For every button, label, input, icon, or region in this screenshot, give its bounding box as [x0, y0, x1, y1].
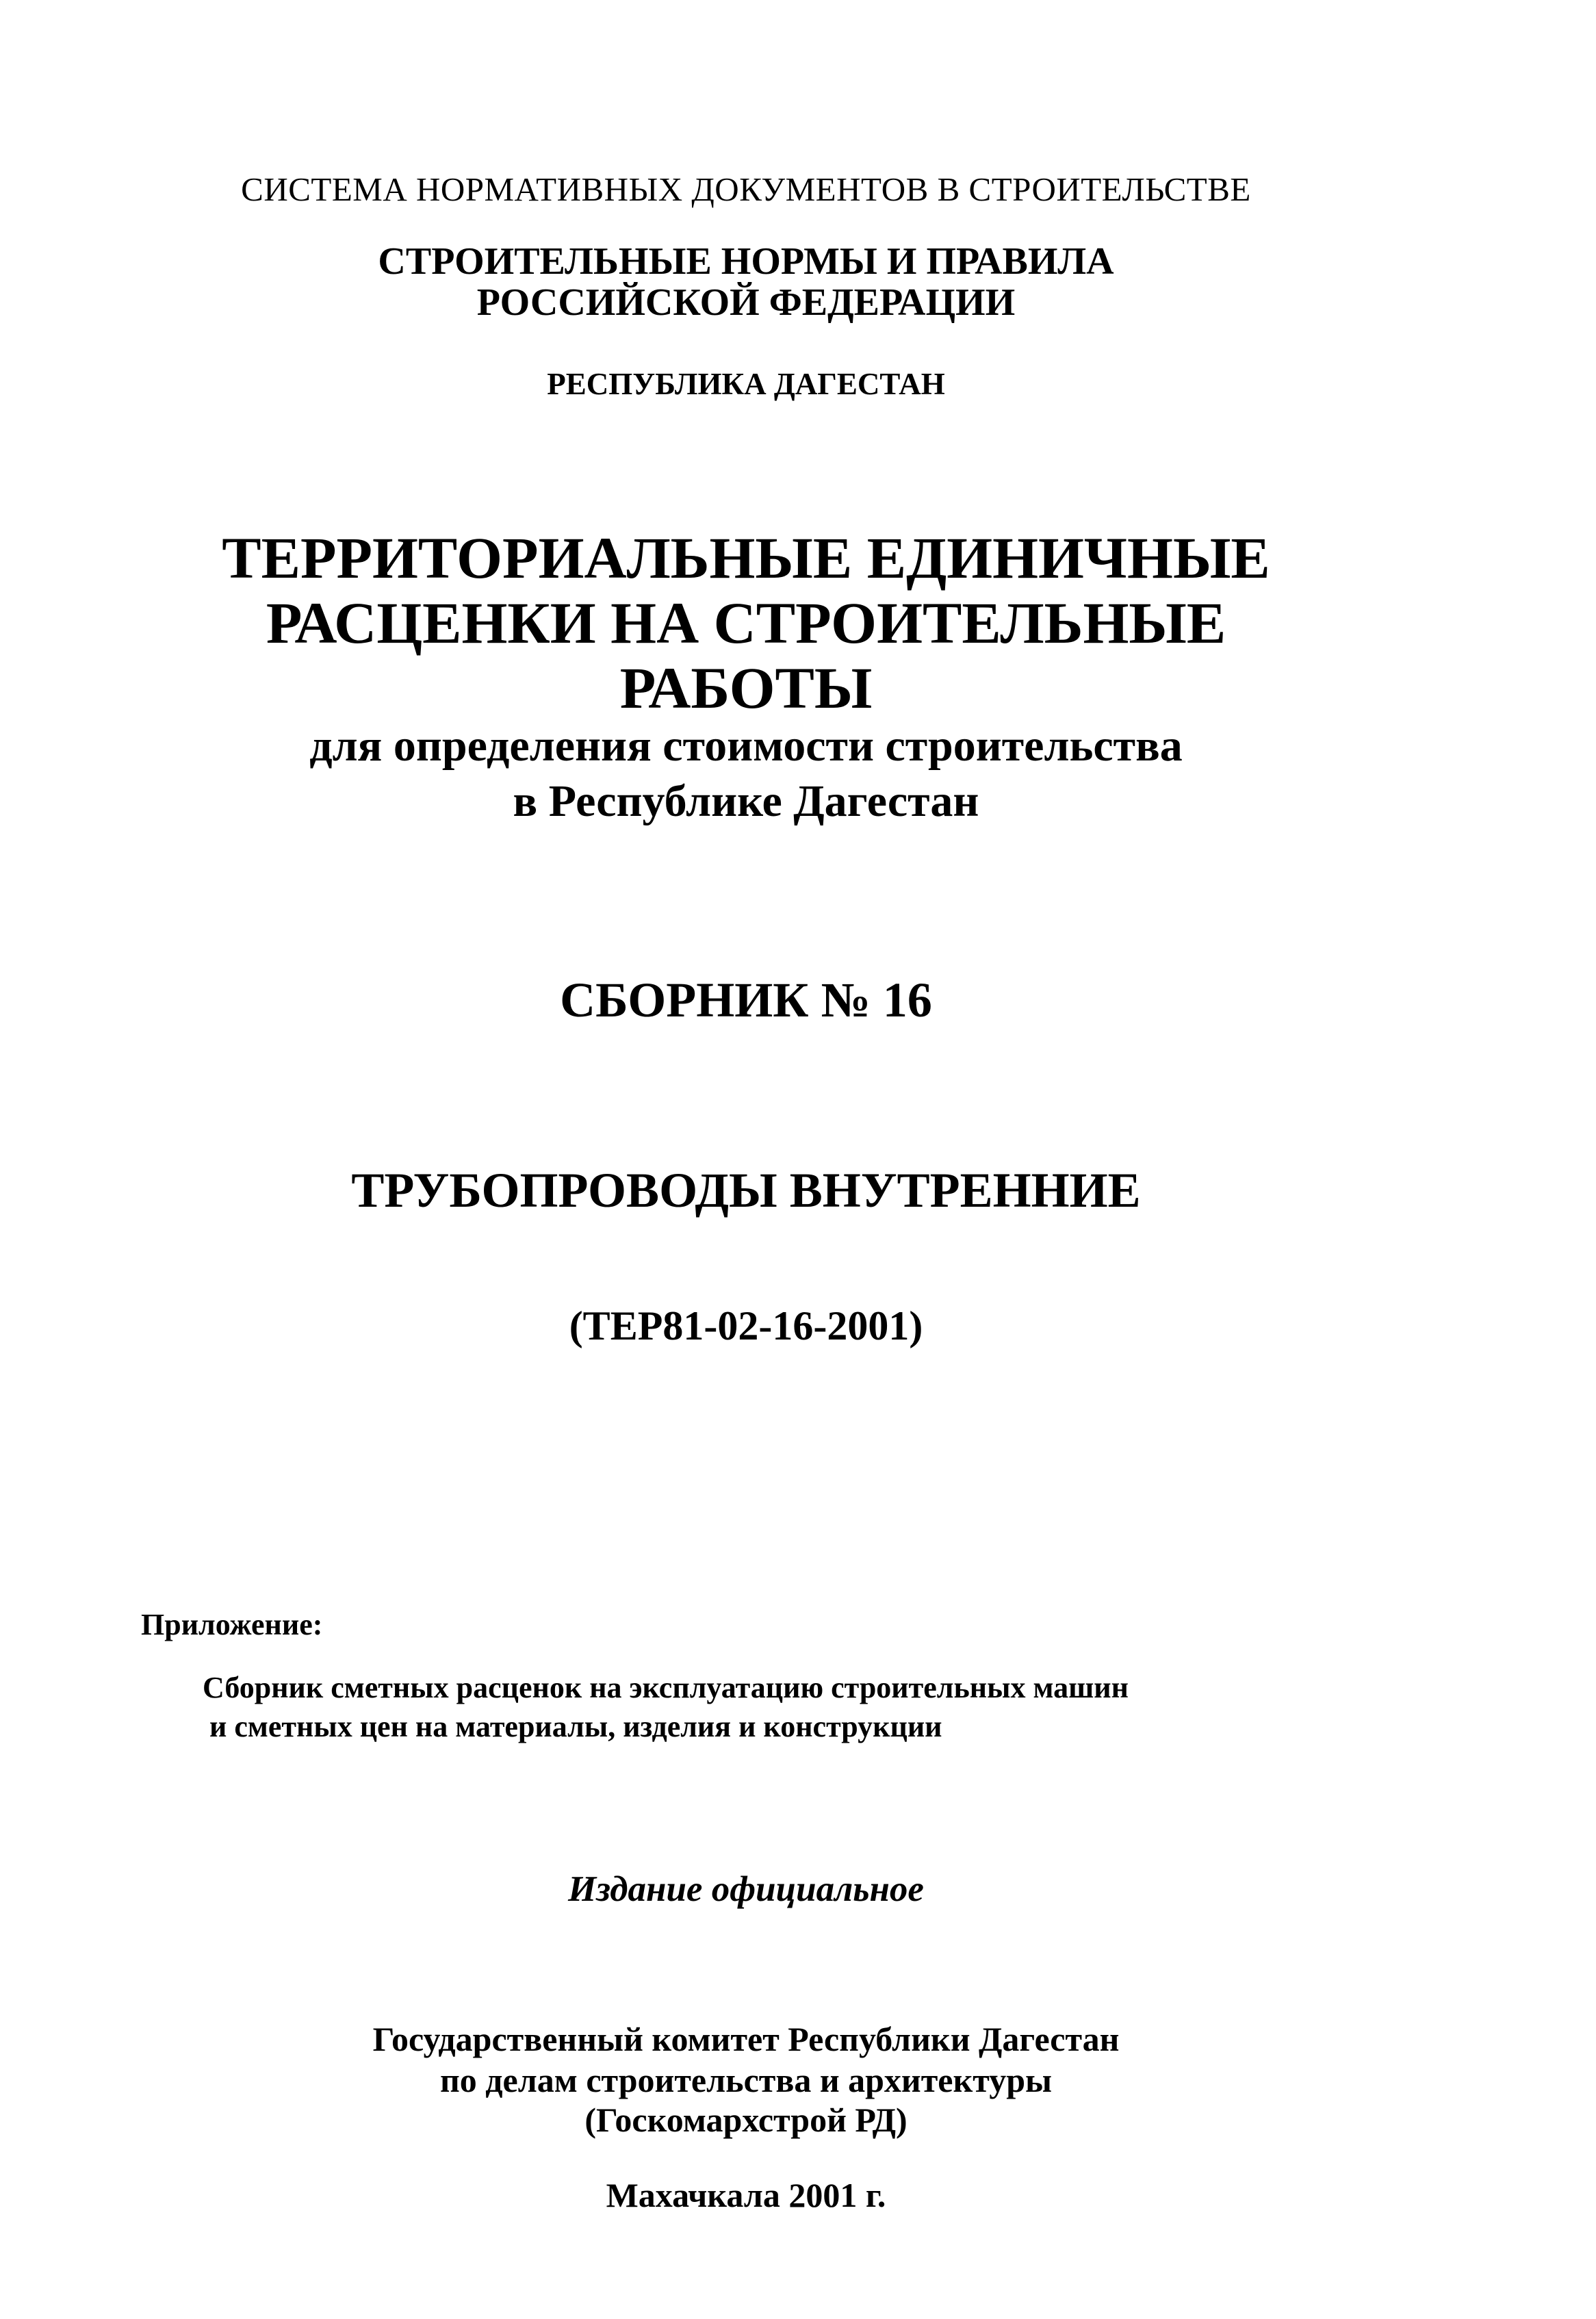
- appendix-label: Приложение:: [141, 1608, 323, 1641]
- subtitle-line1: для определения стоимости строительства: [309, 721, 1183, 771]
- publisher-line2: по делам строительства и архитектуры: [439, 2061, 1053, 2099]
- publisher-line3: (Госкомархстрой РД): [584, 2101, 908, 2139]
- publisher-line1: Государственный комитет Республики Дагестан: [372, 2020, 1120, 2058]
- title-line1: ТЕРРИТОРИАЛЬНЫЕ ЕДИНИЧНЫЕ: [222, 525, 1270, 591]
- section-title: ТРУБОПРОВОДЫ ВНУТРЕННИЕ: [351, 1163, 1141, 1218]
- document-code: (ТЕР81-02-16-2001): [569, 1303, 923, 1348]
- snip-heading-line1: СТРОИТЕЛЬНЫЕ НОРМЫ И ПРАВИЛА: [378, 240, 1114, 283]
- city-year: Махачкала 2001 г.: [606, 2176, 886, 2214]
- appendix-line2: и сметных цен на материалы, изделия и конструкции: [209, 1710, 942, 1743]
- title-line3: РАБОТЫ: [619, 655, 873, 721]
- region-heading: РЕСПУБЛИКА ДАГЕСТАН: [547, 367, 945, 401]
- appendix-line1: Сборник сметных расценок на эксплуатацию строительных машин: [203, 1671, 1129, 1704]
- subtitle-line2: в Республике Дагестан: [513, 776, 979, 826]
- system-heading: СИСТЕМА НОРМАТИВНЫХ ДОКУМЕНТОВ В СТРОИТЕЛЬСТВЕ: [241, 170, 1251, 208]
- collection-number: СБОРНИК № 16: [560, 973, 932, 1027]
- title-line2: РАСЦЕНКИ НА СТРОИТЕЛЬНЫЕ: [266, 590, 1226, 656]
- edition-note: Издание официальное: [568, 1869, 924, 1909]
- snip-heading-line2: РОССИЙСКОЙ ФЕДЕРАЦИИ: [476, 281, 1016, 324]
